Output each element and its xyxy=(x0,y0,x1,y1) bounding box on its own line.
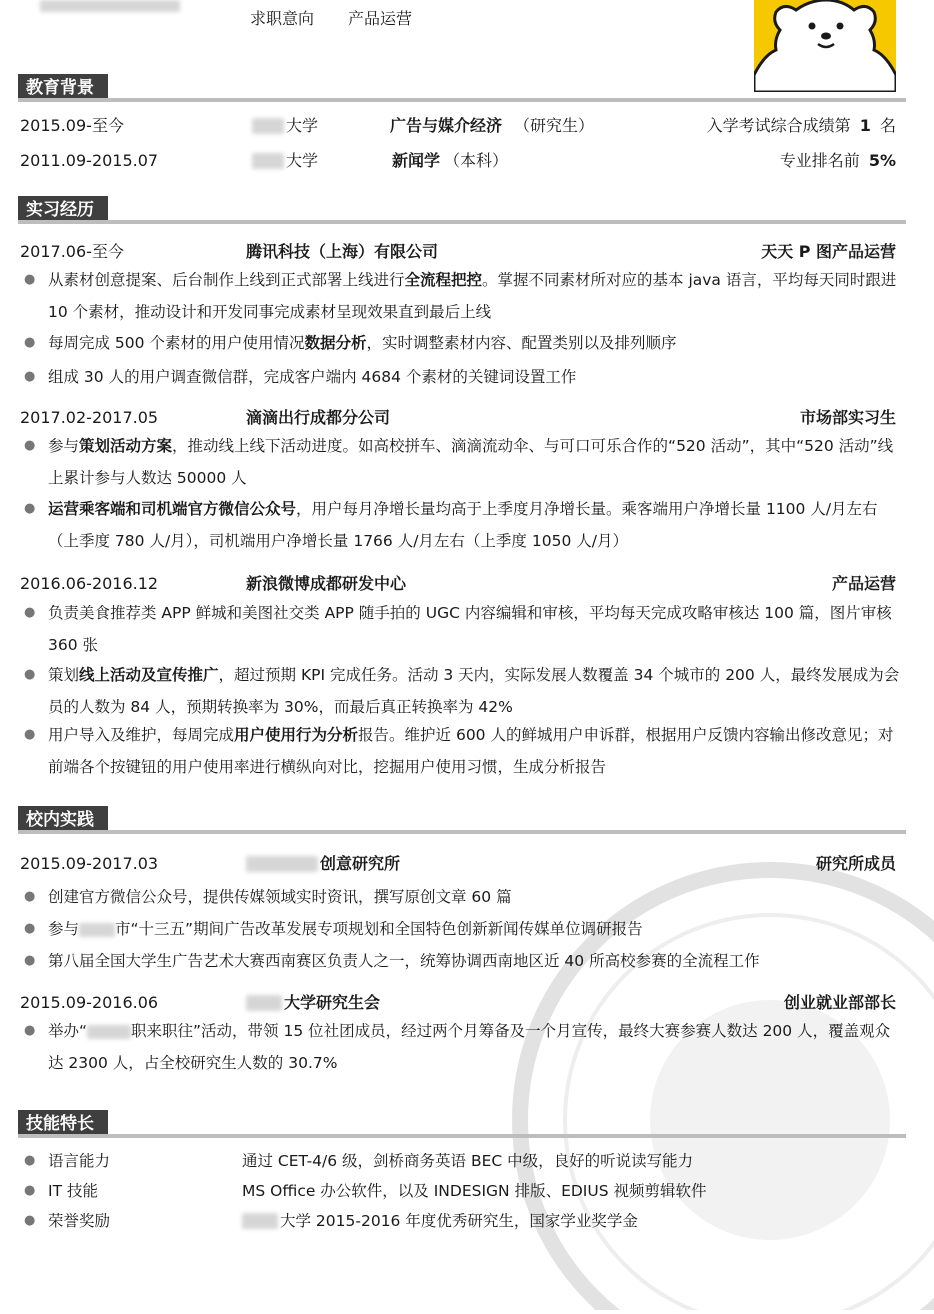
job-header: 2017.06-至今 腾讯科技（上海）有限公司 天天 P 图产品运营 xyxy=(20,242,896,261)
edu-school: 大学 xyxy=(286,151,319,170)
section-title-skills: 技能特长 xyxy=(18,1110,108,1138)
job-header: 2016.06-2016.12 新浪微博成都研发中心 产品运营 xyxy=(20,574,896,593)
section-divider xyxy=(18,830,906,834)
campus-header: 2015.09-2017.03 创意研究所 研究所成员 xyxy=(20,854,896,873)
section-title-education: 教育背景 xyxy=(18,74,108,102)
name-redacted xyxy=(40,0,180,12)
edu-note: 入学考试综合成绩第 1 名 xyxy=(706,116,896,135)
bear-logo xyxy=(754,0,896,92)
edu-major: 新闻学 xyxy=(392,151,441,170)
section-title-internship: 实习经历 xyxy=(18,196,108,224)
edu-date: 2015.09-至今 xyxy=(20,116,124,135)
section-divider xyxy=(18,1134,906,1138)
edu-note: 专业排名前 5% xyxy=(779,151,896,170)
skill-row: ● 语言能力 通过 CET-4/6 级，剑桥商务英语 BEC 中级，良好的听说读写能力 xyxy=(24,1152,694,1170)
skill-row: ● IT 技能 MS Office 办公软件，以及 INDESIGN 排版、EDIUS 视频剪辑软件 xyxy=(24,1182,707,1200)
edu-school: 大学 xyxy=(286,116,319,135)
section-divider xyxy=(18,220,906,224)
skill-row: ● 荣誉奖励 大学 2015-2016 年度优秀研究生，国家学业奖学金 xyxy=(24,1212,638,1230)
section-title-campus: 校内实践 xyxy=(18,806,108,834)
section-divider xyxy=(18,98,906,102)
edu-date: 2011.09-2015.07 xyxy=(20,151,159,170)
campus-header: 2015.09-2016.06 大学研究生会 创业就业部部长 xyxy=(20,993,896,1012)
objective-label: 求职意向 xyxy=(250,9,315,28)
edu-major: 广告与媒介经济 xyxy=(390,116,503,135)
education-row xyxy=(20,115,896,137)
edu-degree: （本科） xyxy=(444,151,509,170)
job-header: 2017.02-2017.05 滴滴出行成都分公司 市场部实习生 xyxy=(20,408,896,427)
edu-degree: （研究生） xyxy=(514,116,595,135)
education-row xyxy=(20,150,896,172)
objective-value: 产品运营 xyxy=(348,9,413,28)
